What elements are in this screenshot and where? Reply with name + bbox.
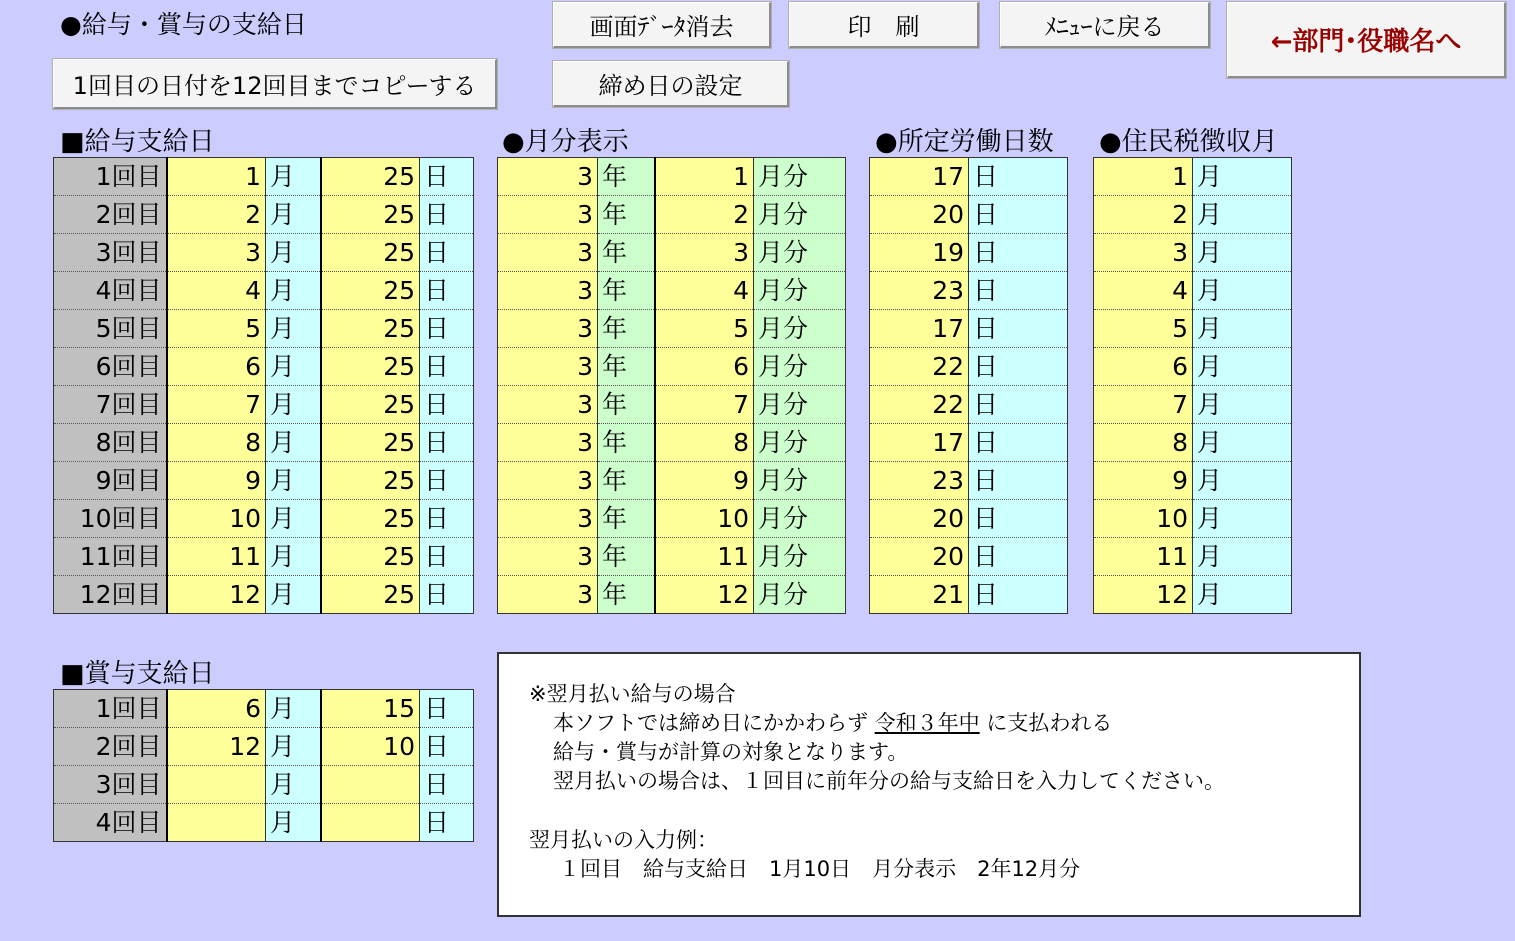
row-label: 4回目 (54, 272, 167, 310)
table-row (54, 500, 474, 538)
salary-month-input[interactable]: 8 (167, 424, 266, 462)
department-position-button[interactable]: ←部門･役職名へ (1227, 2, 1506, 78)
month-unit: 月 (1193, 576, 1292, 614)
month-share-unit: 月分 (754, 500, 846, 538)
row-label: 2回目 (54, 728, 167, 766)
note-line-3: 給与・賞与が計算の対象となります。 (553, 740, 909, 764)
month-display-table (497, 157, 846, 614)
day-unit: 日 (420, 576, 474, 614)
month-unit: 月 (1193, 424, 1292, 462)
month-unit: 月 (1193, 462, 1292, 500)
note-line-6: １回目 給与支給日 1月10日 月分表示 2年12月分 (559, 857, 1081, 881)
salary-month-input[interactable]: 4 (167, 272, 266, 310)
day-unit: 日 (969, 348, 1068, 386)
month-unit: 月 (266, 576, 321, 614)
month-unit: 月 (266, 538, 321, 576)
work-days-input[interactable]: 23 (870, 462, 969, 500)
year-unit: 年 (598, 386, 655, 424)
day-unit: 日 (969, 576, 1068, 614)
bonus-day-input[interactable]: 15 (321, 690, 420, 728)
table-row (870, 272, 1068, 310)
day-unit: 日 (969, 196, 1068, 234)
salary-day-input[interactable]: 25 (321, 196, 420, 234)
year-input[interactable]: 3 (498, 538, 598, 576)
table-row (54, 272, 474, 310)
tax-month-input[interactable]: 3 (1094, 234, 1193, 272)
month-unit: 月 (266, 500, 321, 538)
month-share-unit: 月分 (754, 386, 846, 424)
table-row (54, 310, 474, 348)
month-unit: 月 (1193, 348, 1292, 386)
day-unit: 日 (420, 196, 474, 234)
work-days-heading: ●所定労働日数 (875, 127, 1054, 157)
salary-day-input[interactable]: 25 (321, 424, 420, 462)
display-month-input[interactable]: 5 (655, 310, 754, 348)
salary-day-input[interactable]: 25 (321, 386, 420, 424)
month-unit: 月 (266, 386, 321, 424)
table-row (498, 234, 846, 272)
note-line-2-pre: 本ソフトでは締め日にかかわらず (553, 711, 868, 735)
table-row (54, 690, 474, 728)
note-line-2-post: に支払われる (986, 711, 1113, 735)
display-month-input[interactable]: 1 (655, 158, 754, 196)
table-row (498, 576, 846, 614)
table-row (54, 348, 474, 386)
day-unit: 日 (420, 804, 474, 842)
salary-month-input[interactable]: 1 (167, 158, 266, 196)
tax-month-input[interactable]: 6 (1094, 348, 1193, 386)
table-row (870, 234, 1068, 272)
month-unit: 月 (266, 728, 321, 766)
salary-month-input[interactable]: 5 (167, 310, 266, 348)
year-unit: 年 (598, 538, 655, 576)
month-share-unit: 月分 (754, 234, 846, 272)
table-row (1094, 348, 1292, 386)
row-label: 10回目 (54, 500, 167, 538)
year-unit: 年 (598, 348, 655, 386)
note-line-5: 翌月払いの入力例： (529, 828, 718, 852)
table-row (498, 538, 846, 576)
month-unit: 月 (1193, 500, 1292, 538)
display-month-input[interactable]: 2 (655, 196, 754, 234)
row-label: 3回目 (54, 234, 167, 272)
work-days-input[interactable]: 17 (870, 310, 969, 348)
year-unit: 年 (598, 576, 655, 614)
table-row (1094, 158, 1292, 196)
day-unit: 日 (420, 728, 474, 766)
table-row (1094, 386, 1292, 424)
work-days-table (869, 157, 1068, 614)
table-row (54, 158, 474, 196)
bonus-month-input[interactable]: 12 (167, 728, 266, 766)
table-row (54, 234, 474, 272)
clear-data-button[interactable]: 画面ﾃﾞｰﾀ消去 (553, 2, 771, 48)
year-unit: 年 (598, 310, 655, 348)
day-unit: 日 (420, 424, 474, 462)
table-row (870, 462, 1068, 500)
table-row (54, 196, 474, 234)
bonus-month-input[interactable] (167, 766, 266, 804)
work-days-input[interactable]: 20 (870, 196, 969, 234)
table-row (498, 272, 846, 310)
month-unit: 月 (266, 804, 321, 842)
table-row (870, 424, 1068, 462)
table-row (1094, 234, 1292, 272)
month-share-unit: 月分 (754, 538, 846, 576)
day-unit: 日 (969, 462, 1068, 500)
note-year: 令和３年中 (874, 711, 980, 735)
tax-month-input[interactable]: 12 (1094, 576, 1193, 614)
month-share-unit: 月分 (754, 272, 846, 310)
table-row (870, 386, 1068, 424)
month-share-unit: 月分 (754, 576, 846, 614)
day-unit: 日 (420, 462, 474, 500)
salary-day-input[interactable]: 25 (321, 272, 420, 310)
year-input[interactable]: 3 (498, 310, 598, 348)
year-input[interactable]: 3 (498, 158, 598, 196)
display-month-input[interactable]: 3 (655, 234, 754, 272)
row-label: 8回目 (54, 424, 167, 462)
year-unit: 年 (598, 272, 655, 310)
year-input[interactable]: 3 (498, 424, 598, 462)
display-month-input[interactable]: 10 (655, 500, 754, 538)
display-month-input[interactable]: 4 (655, 272, 754, 310)
bonus-table (53, 689, 474, 842)
row-label: 1回目 (54, 158, 167, 196)
table-row (1094, 500, 1292, 538)
month-unit: 月 (266, 462, 321, 500)
table-row (870, 310, 1068, 348)
month-unit: 月 (266, 310, 321, 348)
table-row (870, 576, 1068, 614)
deferred-payment-note (497, 652, 1361, 917)
day-unit: 日 (969, 272, 1068, 310)
work-days-input[interactable]: 21 (870, 576, 969, 614)
month-display-heading: ●月分表示 (502, 127, 629, 157)
day-unit: 日 (969, 234, 1068, 272)
year-unit: 年 (598, 424, 655, 462)
table-row (498, 348, 846, 386)
table-row (1094, 424, 1292, 462)
salary-month-input[interactable]: 9 (167, 462, 266, 500)
back-to-menu-button[interactable]: ﾒﾆｭｰに戻る (1000, 2, 1210, 48)
closing-date-settings-button[interactable]: 締め日の設定 (553, 61, 789, 107)
month-share-unit: 月分 (754, 158, 846, 196)
work-days-input[interactable]: 19 (870, 234, 969, 272)
display-month-input[interactable]: 9 (655, 462, 754, 500)
bonus-day-input[interactable] (321, 804, 420, 842)
table-row (498, 158, 846, 196)
month-unit: 月 (1193, 272, 1292, 310)
table-row (54, 462, 474, 500)
salary-heading: ■給与支給日 (60, 127, 215, 157)
salary-day-input[interactable]: 25 (321, 158, 420, 196)
month-share-unit: 月分 (754, 348, 846, 386)
salary-day-input[interactable]: 25 (321, 576, 420, 614)
salary-month-input[interactable]: 11 (167, 538, 266, 576)
table-row (498, 386, 846, 424)
note-line-4: 翌月払いの場合は、１回目に前年分の給与支給日を入力してください。 (553, 769, 1225, 793)
month-unit: 月 (1193, 196, 1292, 234)
table-row (498, 424, 846, 462)
bonus-day-input[interactable] (321, 766, 420, 804)
month-unit: 月 (266, 196, 321, 234)
year-input[interactable]: 3 (498, 500, 598, 538)
salary-month-input[interactable]: 3 (167, 234, 266, 272)
month-unit: 月 (266, 766, 321, 804)
display-month-input[interactable]: 8 (655, 424, 754, 462)
day-unit: 日 (420, 500, 474, 538)
day-unit: 日 (420, 538, 474, 576)
salary-day-input[interactable]: 25 (321, 538, 420, 576)
year-input[interactable]: 3 (498, 348, 598, 386)
row-label: 12回目 (54, 576, 167, 614)
work-days-input[interactable]: 17 (870, 424, 969, 462)
day-unit: 日 (969, 310, 1068, 348)
day-unit: 日 (420, 766, 474, 804)
salary-day-input[interactable]: 25 (321, 348, 420, 386)
table-row (870, 158, 1068, 196)
month-unit: 月 (266, 234, 321, 272)
year-unit: 年 (598, 234, 655, 272)
month-share-unit: 月分 (754, 310, 846, 348)
year-unit: 年 (598, 196, 655, 234)
table-row (870, 348, 1068, 386)
tax-month-input[interactable]: 7 (1094, 386, 1193, 424)
day-unit: 日 (969, 538, 1068, 576)
table-row (54, 804, 474, 842)
month-share-unit: 月分 (754, 462, 846, 500)
table-row (54, 576, 474, 614)
day-unit: 日 (420, 348, 474, 386)
row-label: 2回目 (54, 196, 167, 234)
salary-day-input[interactable]: 25 (321, 234, 420, 272)
table-row (870, 538, 1068, 576)
day-unit: 日 (420, 234, 474, 272)
year-input[interactable]: 3 (498, 234, 598, 272)
row-label: 3回目 (54, 766, 167, 804)
row-label: 5回目 (54, 310, 167, 348)
page-title: ●給与・賞与の支給日 (60, 10, 307, 39)
year-input[interactable]: 3 (498, 576, 598, 614)
month-unit: 月 (266, 272, 321, 310)
tax-month-table (1093, 157, 1292, 614)
salary-day-input[interactable]: 25 (321, 462, 420, 500)
month-unit: 月 (266, 690, 321, 728)
month-unit: 月 (1193, 234, 1292, 272)
month-unit: 月 (1193, 158, 1292, 196)
work-days-input[interactable]: 22 (870, 348, 969, 386)
salary-day-input[interactable]: 25 (321, 500, 420, 538)
table-row (54, 538, 474, 576)
year-input[interactable]: 3 (498, 196, 598, 234)
table-row (498, 196, 846, 234)
month-share-unit: 月分 (754, 196, 846, 234)
day-unit: 日 (420, 272, 474, 310)
table-row (1094, 538, 1292, 576)
tax-month-input[interactable]: 9 (1094, 462, 1193, 500)
row-label: 9回目 (54, 462, 167, 500)
day-unit: 日 (420, 690, 474, 728)
table-row (54, 728, 474, 766)
year-input[interactable]: 3 (498, 386, 598, 424)
row-label: 6回目 (54, 348, 167, 386)
work-days-input[interactable]: 17 (870, 158, 969, 196)
note-line-2 (529, 709, 1359, 738)
month-unit: 月 (1193, 538, 1292, 576)
month-unit: 月 (266, 424, 321, 462)
year-unit: 年 (598, 158, 655, 196)
day-unit: 日 (420, 310, 474, 348)
bonus-month-input[interactable] (167, 804, 266, 842)
table-row (498, 500, 846, 538)
table-row (1094, 310, 1292, 348)
work-days-input[interactable]: 20 (870, 538, 969, 576)
tax-month-input[interactable]: 8 (1094, 424, 1193, 462)
table-row (498, 462, 846, 500)
tax-month-input[interactable]: 10 (1094, 500, 1193, 538)
month-unit: 月 (266, 158, 321, 196)
work-days-input[interactable]: 22 (870, 386, 969, 424)
work-days-input[interactable]: 20 (870, 500, 969, 538)
tax-month-input[interactable]: 4 (1094, 272, 1193, 310)
tax-month-input[interactable]: 11 (1094, 538, 1193, 576)
tax-month-heading: ●住民税徴収月 (1099, 127, 1278, 157)
row-label: 11回目 (54, 538, 167, 576)
table-row (1094, 196, 1292, 234)
display-month-input[interactable]: 12 (655, 576, 754, 614)
month-unit: 月 (1193, 386, 1292, 424)
work-days-input[interactable]: 23 (870, 272, 969, 310)
bonus-heading: ■賞与支給日 (60, 659, 215, 689)
year-unit: 年 (598, 500, 655, 538)
row-label: 7回目 (54, 386, 167, 424)
day-unit: 日 (969, 424, 1068, 462)
bonus-month-input[interactable]: 6 (167, 690, 266, 728)
note-line-1: ※翌月払い給与の場合 (529, 682, 736, 706)
table-row (1094, 576, 1292, 614)
table-row (870, 500, 1068, 538)
print-button[interactable]: 印 刷 (789, 2, 979, 48)
table-row (1094, 462, 1292, 500)
table-row (54, 424, 474, 462)
bonus-day-input[interactable]: 10 (321, 728, 420, 766)
table-row (1094, 272, 1292, 310)
salary-month-input[interactable]: 10 (167, 500, 266, 538)
table-row (54, 386, 474, 424)
day-unit: 日 (420, 386, 474, 424)
table-row (498, 310, 846, 348)
display-month-input[interactable]: 6 (655, 348, 754, 386)
display-month-input[interactable]: 11 (655, 538, 754, 576)
month-unit: 月 (1193, 310, 1292, 348)
copy-first-date-button[interactable]: 1回目の日付を12回目までコピーする (53, 59, 497, 109)
salary-month-input[interactable]: 7 (167, 386, 266, 424)
display-month-input[interactable]: 7 (655, 386, 754, 424)
salary-table (53, 157, 474, 614)
row-label: 1回目 (54, 690, 167, 728)
table-row (870, 196, 1068, 234)
year-input[interactable]: 3 (498, 272, 598, 310)
tax-month-input[interactable]: 2 (1094, 196, 1193, 234)
day-unit: 日 (969, 158, 1068, 196)
month-unit: 月 (266, 348, 321, 386)
year-input[interactable]: 3 (498, 462, 598, 500)
salary-month-input[interactable]: 2 (167, 196, 266, 234)
day-unit: 日 (969, 386, 1068, 424)
day-unit: 日 (969, 500, 1068, 538)
day-unit: 日 (420, 158, 474, 196)
year-unit: 年 (598, 462, 655, 500)
salary-month-input[interactable]: 6 (167, 348, 266, 386)
tax-month-input[interactable]: 1 (1094, 158, 1193, 196)
salary-month-input[interactable]: 12 (167, 576, 266, 614)
row-label: 4回目 (54, 804, 167, 842)
salary-day-input[interactable]: 25 (321, 310, 420, 348)
table-row (54, 766, 474, 804)
month-share-unit: 月分 (754, 424, 846, 462)
tax-month-input[interactable]: 5 (1094, 310, 1193, 348)
